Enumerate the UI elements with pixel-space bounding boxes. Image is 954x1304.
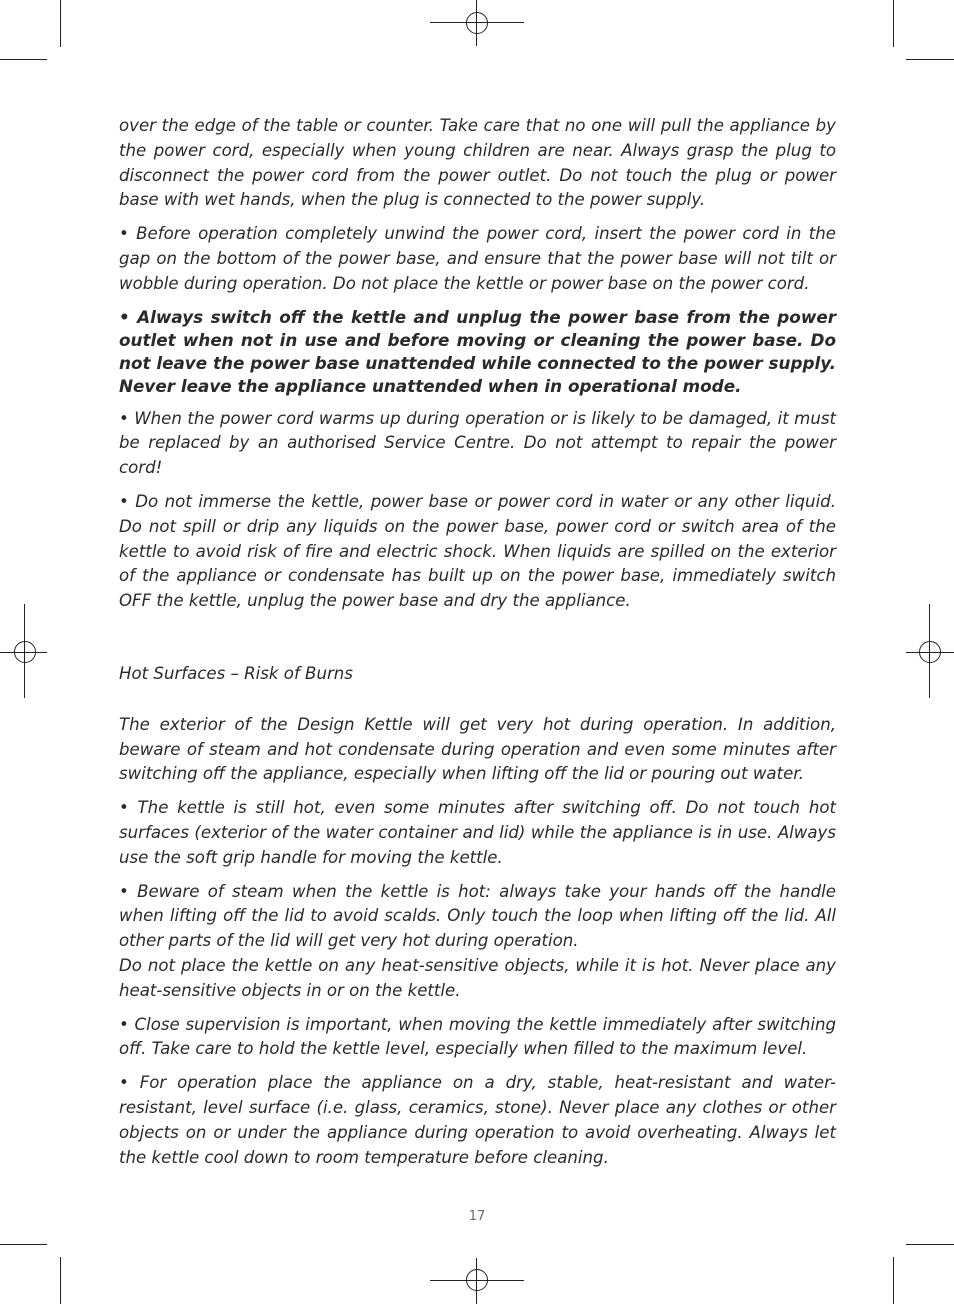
bullet-paragraph: • Before operation completely unwind the power cord, insert the power cord in the gap on the bottom of the power base, and ensure that the power base will not tilt or wobble during operation. Do not place the kettle or power base on the power cord. (119, 224, 836, 293)
registration-circle (919, 641, 941, 663)
crop-mark (0, 59, 47, 60)
crop-mark (0, 1244, 47, 1245)
bullet-paragraph: • Do not immerse the kettle, power base or power cord in water or any other liquid. Do not spill or drip any liquids on the power base, power cord or switch area of the kettle to avoid risk of fire and electric shock. When liquids are spilled on the exterior of the appliance or condensate has built up on the power base, immediately switch OFF the kettle, unplug the power base and dry the appliance. (119, 491, 836, 611)
bullet-paragraph: • The kettle is still hot, even some minutes after switching off. Do not touch hot surfaces (exterior of the water container and lid) while the appliance is in use. Always use the soft grip handle for moving the kettle. (119, 798, 836, 867)
crop-mark (906, 1244, 954, 1245)
body-text (119, 114, 836, 1179)
bullet-paragraph: • For operation place the appliance on a dry, stable, heat-resistant and water-resistant, level surface (i.e. glass, ceramics, stone). Never place any clothes or other objects on or under the appliance during operation to avoid overheating. Always let the kettle cool down to room temperature before cleaning. (119, 1073, 836, 1167)
paragraph: over the edge of the table or counter. Take care that no one will pull the appliance by the power cord, especially when young children are near. Always grasp the plug to disconnect the power cord from the power outlet. Do not touch the plug or power base with wet hands, when the plug is connected to the power supply. (119, 116, 836, 210)
crop-mark (906, 59, 954, 60)
registration-circle (14, 641, 36, 663)
section-heading: Hot Surfaces – Risk of Burns (119, 663, 353, 683)
paragraph: The exterior of the Design Kettle will get very hot during operation. In addition, beware of steam and hot condensate during operation and even some minutes after switching off the appliance, especially when lifting off the lid or pouring out water. (119, 714, 836, 784)
bullet-paragraph: • Beware of steam when the kettle is hot: always take your hands off the handle when lifting off the lid to avoid scalds. Only touch the loop when lifting off the lid. All other parts of the lid will get very hot during operation. (119, 881, 836, 951)
crop-mark (60, 0, 61, 47)
crop-mark (60, 1257, 61, 1304)
bullet-paragraph: • When the power cord warms up during operation or is likely to be damaged, it must be replaced by an authorised Service Centre. Do not attempt to repair the power cord! (119, 408, 836, 478)
page-number: 17 (468, 1209, 486, 1224)
registration-circle (466, 12, 488, 34)
registration-circle (466, 1269, 488, 1291)
warning-paragraph: • Always switch off the kettle and unplug the power base from the power outlet when not in use and before moving or cleaning the power base. Do not leave the power base unattended while connected to the power supply. Never leave the appliance unattended when in operational mode. (119, 306, 836, 396)
bullet-paragraph: • Close supervision is important, when moving the kettle immediately after switching off. Take care to hold the kettle level, especially when filled to the maximum level. (119, 1014, 836, 1059)
paragraph: Do not place the kettle on any heat-sensitive objects, while it is hot. Never place any heat-sensitive objects in or on the kettle. (119, 955, 836, 1000)
crop-mark (893, 0, 894, 47)
crop-mark (893, 1257, 894, 1304)
